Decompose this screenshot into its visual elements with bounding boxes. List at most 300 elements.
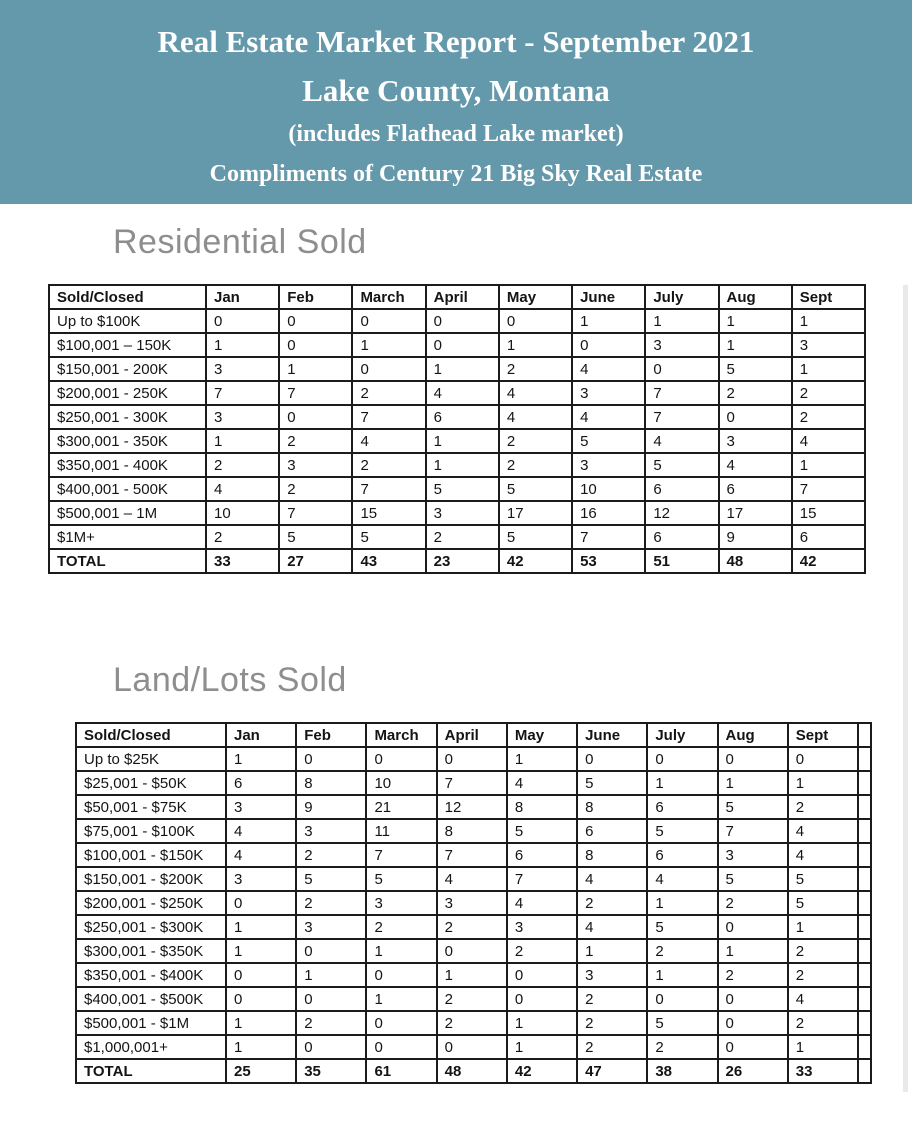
value-cell: 5 xyxy=(718,867,788,891)
value-cell: 7 xyxy=(352,477,425,501)
value-cell: 61 xyxy=(366,1059,436,1083)
value-cell: 1 xyxy=(788,771,858,795)
blank-cell xyxy=(858,939,871,963)
value-cell: 3 xyxy=(206,357,279,381)
value-cell: 1 xyxy=(507,1011,577,1035)
value-cell: 7 xyxy=(352,405,425,429)
value-cell: 4 xyxy=(226,819,296,843)
value-cell: 1 xyxy=(226,1011,296,1035)
value-cell: 6 xyxy=(507,843,577,867)
value-cell: 0 xyxy=(507,963,577,987)
value-cell: 6 xyxy=(226,771,296,795)
blank-cell xyxy=(858,963,871,987)
value-cell: 1 xyxy=(226,915,296,939)
value-cell: 0 xyxy=(577,747,647,771)
value-cell: 5 xyxy=(507,819,577,843)
value-cell: 0 xyxy=(718,1011,788,1035)
table-row xyxy=(49,381,865,405)
value-cell: 7 xyxy=(437,771,507,795)
value-cell: 2 xyxy=(718,963,788,987)
value-cell: 2 xyxy=(719,381,792,405)
table-row xyxy=(76,1011,871,1035)
value-cell: 2 xyxy=(647,1035,717,1059)
column-header: Sold/Closed xyxy=(49,285,206,309)
column-header: July xyxy=(645,285,718,309)
value-cell: 1 xyxy=(719,309,792,333)
value-cell: 6 xyxy=(645,477,718,501)
column-header: March xyxy=(352,285,425,309)
row-label: $500,001 – 1M xyxy=(49,501,206,525)
report-banner xyxy=(0,0,912,204)
value-cell: 2 xyxy=(788,939,858,963)
row-label: $400,001 - $500K xyxy=(76,987,226,1011)
blank-cell xyxy=(858,1059,871,1083)
blank-cell xyxy=(858,843,871,867)
value-cell: 7 xyxy=(645,381,718,405)
value-cell: 1 xyxy=(792,309,865,333)
value-cell: 0 xyxy=(572,333,645,357)
value-cell: 4 xyxy=(437,867,507,891)
table-row xyxy=(49,357,865,381)
value-cell: 7 xyxy=(645,405,718,429)
value-cell: 0 xyxy=(296,939,366,963)
total-row xyxy=(76,1059,871,1083)
value-cell: 7 xyxy=(279,381,352,405)
value-cell: 1 xyxy=(507,747,577,771)
value-cell: 2 xyxy=(788,963,858,987)
value-cell: 3 xyxy=(577,963,647,987)
value-cell: 0 xyxy=(226,891,296,915)
blank-cell xyxy=(858,819,871,843)
column-header: Sept xyxy=(788,723,858,747)
value-cell: 0 xyxy=(718,747,788,771)
value-cell: 2 xyxy=(499,429,572,453)
value-cell: 7 xyxy=(572,525,645,549)
value-cell: 16 xyxy=(572,501,645,525)
row-label: $50,001 - $75K xyxy=(76,795,226,819)
row-label: $100,001 – 150K xyxy=(49,333,206,357)
value-cell: 38 xyxy=(647,1059,717,1083)
column-header: May xyxy=(507,723,577,747)
row-label: $75,001 - $100K xyxy=(76,819,226,843)
value-cell: 0 xyxy=(718,987,788,1011)
table-row xyxy=(76,987,871,1011)
value-cell: 2 xyxy=(366,915,436,939)
column-header: Aug xyxy=(718,723,788,747)
table-row xyxy=(76,915,871,939)
value-cell: 53 xyxy=(572,549,645,573)
value-cell: 2 xyxy=(577,1035,647,1059)
value-cell: 5 xyxy=(366,867,436,891)
table-row xyxy=(76,747,871,771)
header-row xyxy=(49,285,865,309)
row-label: $400,001 - 500K xyxy=(49,477,206,501)
value-cell: 4 xyxy=(572,405,645,429)
value-cell: 23 xyxy=(426,549,499,573)
value-cell: 42 xyxy=(499,549,572,573)
value-cell: 1 xyxy=(645,309,718,333)
value-cell: 1 xyxy=(226,1035,296,1059)
value-cell: 2 xyxy=(437,987,507,1011)
row-label: $500,001 - $1M xyxy=(76,1011,226,1035)
value-cell: 26 xyxy=(718,1059,788,1083)
value-cell: 8 xyxy=(507,795,577,819)
value-cell: 12 xyxy=(645,501,718,525)
blank-cell xyxy=(858,1011,871,1035)
value-cell: 2 xyxy=(499,357,572,381)
value-cell: 3 xyxy=(279,453,352,477)
value-cell: 5 xyxy=(499,477,572,501)
value-cell: 4 xyxy=(788,819,858,843)
value-cell: 1 xyxy=(437,963,507,987)
value-cell: 1 xyxy=(296,963,366,987)
value-cell: 2 xyxy=(718,891,788,915)
value-cell: 8 xyxy=(577,795,647,819)
value-cell: 8 xyxy=(577,843,647,867)
row-label: $1,000,001+ xyxy=(76,1035,226,1059)
value-cell: 2 xyxy=(296,1011,366,1035)
value-cell: 2 xyxy=(352,453,425,477)
value-cell: 0 xyxy=(437,747,507,771)
value-cell: 5 xyxy=(572,429,645,453)
value-cell: 2 xyxy=(788,795,858,819)
value-cell: 7 xyxy=(206,381,279,405)
table-row xyxy=(49,333,865,357)
value-cell: 0 xyxy=(507,987,577,1011)
value-cell: 4 xyxy=(577,915,647,939)
value-cell: 3 xyxy=(572,381,645,405)
section-title-land-lots-sold: Land/Lots Sold xyxy=(113,661,347,699)
value-cell: 4 xyxy=(577,867,647,891)
column-header: Sept xyxy=(792,285,865,309)
table-row xyxy=(49,477,865,501)
value-cell: 0 xyxy=(437,939,507,963)
value-cell: 4 xyxy=(507,891,577,915)
value-cell: 1 xyxy=(206,429,279,453)
value-cell: 0 xyxy=(426,333,499,357)
value-cell: 17 xyxy=(499,501,572,525)
value-cell: 1 xyxy=(718,771,788,795)
blank-cell xyxy=(858,987,871,1011)
value-cell: 5 xyxy=(645,453,718,477)
value-cell: 0 xyxy=(226,987,296,1011)
blank-cell xyxy=(858,867,871,891)
value-cell: 0 xyxy=(352,309,425,333)
value-cell: 1 xyxy=(352,333,425,357)
value-cell: 42 xyxy=(792,549,865,573)
value-cell: 47 xyxy=(577,1059,647,1083)
table-row xyxy=(76,891,871,915)
value-cell: 5 xyxy=(647,819,717,843)
value-cell: 5 xyxy=(577,771,647,795)
value-cell: 0 xyxy=(279,309,352,333)
value-cell: 2 xyxy=(577,987,647,1011)
value-cell: 35 xyxy=(296,1059,366,1083)
blank-cell xyxy=(858,795,871,819)
value-cell: 25 xyxy=(226,1059,296,1083)
value-cell: 2 xyxy=(792,381,865,405)
row-label: $300,001 - 350K xyxy=(49,429,206,453)
value-cell: 5 xyxy=(718,795,788,819)
value-cell: 2 xyxy=(352,381,425,405)
value-cell: 5 xyxy=(499,525,572,549)
column-header: Feb xyxy=(296,723,366,747)
value-cell: 10 xyxy=(572,477,645,501)
value-cell: 0 xyxy=(366,963,436,987)
table-row xyxy=(76,1035,871,1059)
value-cell: 1 xyxy=(647,891,717,915)
column-header: March xyxy=(366,723,436,747)
value-cell: 1 xyxy=(226,939,296,963)
value-cell: 4 xyxy=(499,381,572,405)
value-cell: 0 xyxy=(226,963,296,987)
value-cell: 3 xyxy=(645,333,718,357)
value-cell: 3 xyxy=(572,453,645,477)
value-cell: 3 xyxy=(426,501,499,525)
value-cell: 1 xyxy=(647,963,717,987)
value-cell: 5 xyxy=(788,867,858,891)
value-cell: 1 xyxy=(788,915,858,939)
value-cell: 2 xyxy=(296,843,366,867)
value-cell: 1 xyxy=(572,309,645,333)
table-row xyxy=(76,939,871,963)
banner-credit: Compliments of Century 21 Big Sky Real Estate xyxy=(209,161,703,187)
land-lots-sold-table xyxy=(75,722,872,1084)
column-header: Aug xyxy=(719,285,792,309)
value-cell: 1 xyxy=(718,939,788,963)
value-cell: 1 xyxy=(792,453,865,477)
column-header: April xyxy=(426,285,499,309)
value-cell: 0 xyxy=(366,1011,436,1035)
value-cell: 0 xyxy=(647,987,717,1011)
value-cell: 3 xyxy=(366,891,436,915)
value-cell: 2 xyxy=(647,939,717,963)
table-row xyxy=(49,501,865,525)
blank-cell xyxy=(858,771,871,795)
value-cell: 1 xyxy=(366,987,436,1011)
value-cell: 51 xyxy=(645,549,718,573)
value-cell: 4 xyxy=(507,771,577,795)
value-cell: 7 xyxy=(507,867,577,891)
value-cell: 5 xyxy=(647,1011,717,1035)
value-cell: 3 xyxy=(719,429,792,453)
value-cell: 17 xyxy=(719,501,792,525)
value-cell: 2 xyxy=(792,405,865,429)
value-cell: 11 xyxy=(366,819,436,843)
value-cell: 1 xyxy=(206,333,279,357)
value-cell: 5 xyxy=(296,867,366,891)
table-row xyxy=(76,843,871,867)
value-cell: 12 xyxy=(437,795,507,819)
value-cell: 6 xyxy=(647,843,717,867)
value-cell: 6 xyxy=(647,795,717,819)
value-cell: 0 xyxy=(296,1035,366,1059)
value-cell: 2 xyxy=(206,453,279,477)
row-label: Up to $25K xyxy=(76,747,226,771)
value-cell: 0 xyxy=(279,405,352,429)
column-header: Feb xyxy=(279,285,352,309)
blank-column-header xyxy=(858,723,871,747)
value-cell: 2 xyxy=(279,477,352,501)
row-label: Up to $100K xyxy=(49,309,206,333)
value-cell: 6 xyxy=(645,525,718,549)
header-row xyxy=(76,723,871,747)
value-cell: 1 xyxy=(426,429,499,453)
value-cell: 2 xyxy=(279,429,352,453)
table-row xyxy=(76,867,871,891)
value-cell: 2 xyxy=(577,1011,647,1035)
value-cell: 5 xyxy=(279,525,352,549)
row-label: TOTAL xyxy=(49,549,206,573)
value-cell: 3 xyxy=(437,891,507,915)
value-cell: 1 xyxy=(226,747,296,771)
row-label: TOTAL xyxy=(76,1059,226,1083)
value-cell: 10 xyxy=(366,771,436,795)
value-cell: 1 xyxy=(647,771,717,795)
value-cell: 2 xyxy=(206,525,279,549)
value-cell: 6 xyxy=(577,819,647,843)
value-cell: 8 xyxy=(296,771,366,795)
value-cell: 4 xyxy=(426,381,499,405)
value-cell: 2 xyxy=(788,1011,858,1035)
value-cell: 8 xyxy=(437,819,507,843)
table-row xyxy=(76,963,871,987)
value-cell: 5 xyxy=(719,357,792,381)
value-cell: 0 xyxy=(366,747,436,771)
value-cell: 0 xyxy=(719,405,792,429)
value-cell: 4 xyxy=(352,429,425,453)
row-label: $25,001 - $50K xyxy=(76,771,226,795)
value-cell: 1 xyxy=(507,1035,577,1059)
value-cell: 4 xyxy=(647,867,717,891)
value-cell: 3 xyxy=(718,843,788,867)
value-cell: 2 xyxy=(577,891,647,915)
value-cell: 0 xyxy=(206,309,279,333)
value-cell: 33 xyxy=(206,549,279,573)
value-cell: 0 xyxy=(718,1035,788,1059)
table-row xyxy=(76,795,871,819)
blank-cell xyxy=(858,891,871,915)
value-cell: 4 xyxy=(572,357,645,381)
row-label: $350,001 - $400K xyxy=(76,963,226,987)
value-cell: 4 xyxy=(788,843,858,867)
value-cell: 1 xyxy=(577,939,647,963)
value-cell: 7 xyxy=(366,843,436,867)
row-label: $200,001 - 250K xyxy=(49,381,206,405)
blank-cell xyxy=(858,1035,871,1059)
blank-cell xyxy=(858,747,871,771)
table-row xyxy=(76,819,871,843)
column-header: April xyxy=(437,723,507,747)
value-cell: 0 xyxy=(296,747,366,771)
value-cell: 6 xyxy=(426,405,499,429)
value-cell: 0 xyxy=(279,333,352,357)
value-cell: 5 xyxy=(352,525,425,549)
table-row xyxy=(49,429,865,453)
value-cell: 0 xyxy=(645,357,718,381)
value-cell: 5 xyxy=(788,891,858,915)
value-cell: 2 xyxy=(437,915,507,939)
value-cell: 9 xyxy=(296,795,366,819)
row-label: $250,001 - 300K xyxy=(49,405,206,429)
value-cell: 7 xyxy=(792,477,865,501)
value-cell: 42 xyxy=(507,1059,577,1083)
row-label: $100,001 - $150K xyxy=(76,843,226,867)
blank-cell xyxy=(858,915,871,939)
value-cell: 4 xyxy=(788,987,858,1011)
value-cell: 5 xyxy=(426,477,499,501)
row-label: $150,001 - $200K xyxy=(76,867,226,891)
value-cell: 3 xyxy=(226,867,296,891)
value-cell: 4 xyxy=(226,843,296,867)
row-label: $250,001 - $300K xyxy=(76,915,226,939)
value-cell: 3 xyxy=(296,819,366,843)
value-cell: 27 xyxy=(279,549,352,573)
column-header: June xyxy=(572,285,645,309)
table-row xyxy=(76,771,871,795)
column-header: May xyxy=(499,285,572,309)
column-header: June xyxy=(577,723,647,747)
value-cell: 2 xyxy=(507,939,577,963)
value-cell: 4 xyxy=(792,429,865,453)
value-cell: 1 xyxy=(426,453,499,477)
value-cell: 2 xyxy=(437,1011,507,1035)
value-cell: 1 xyxy=(366,939,436,963)
value-cell: 15 xyxy=(352,501,425,525)
total-row xyxy=(49,549,865,573)
table-row xyxy=(49,453,865,477)
banner-title: Real Estate Market Report - September 2021 xyxy=(157,24,755,59)
value-cell: 5 xyxy=(647,915,717,939)
value-cell: 2 xyxy=(426,525,499,549)
value-cell: 7 xyxy=(437,843,507,867)
value-cell: 1 xyxy=(279,357,352,381)
value-cell: 6 xyxy=(719,477,792,501)
value-cell: 43 xyxy=(352,549,425,573)
value-cell: 48 xyxy=(719,549,792,573)
value-cell: 33 xyxy=(788,1059,858,1083)
column-header: Sold/Closed xyxy=(76,723,226,747)
table-row xyxy=(49,525,865,549)
row-label: $200,001 - $250K xyxy=(76,891,226,915)
value-cell: 2 xyxy=(499,453,572,477)
value-cell: 0 xyxy=(437,1035,507,1059)
table-row xyxy=(49,309,865,333)
value-cell: 0 xyxy=(718,915,788,939)
value-cell: 1 xyxy=(788,1035,858,1059)
value-cell: 7 xyxy=(718,819,788,843)
column-header: Jan xyxy=(206,285,279,309)
value-cell: 0 xyxy=(296,987,366,1011)
value-cell: 0 xyxy=(647,747,717,771)
value-cell: 48 xyxy=(437,1059,507,1083)
value-cell: 15 xyxy=(792,501,865,525)
value-cell: 4 xyxy=(645,429,718,453)
value-cell: 6 xyxy=(792,525,865,549)
banner-subtitle: Lake County, Montana xyxy=(302,73,610,108)
value-cell: 3 xyxy=(206,405,279,429)
value-cell: 2 xyxy=(296,891,366,915)
value-cell: 0 xyxy=(366,1035,436,1059)
table-row xyxy=(49,405,865,429)
value-cell: 0 xyxy=(499,309,572,333)
section-title-residential-sold: Residential Sold xyxy=(113,223,367,261)
value-cell: 3 xyxy=(792,333,865,357)
value-cell: 10 xyxy=(206,501,279,525)
value-cell: 0 xyxy=(788,747,858,771)
value-cell: 7 xyxy=(279,501,352,525)
value-cell: 9 xyxy=(719,525,792,549)
